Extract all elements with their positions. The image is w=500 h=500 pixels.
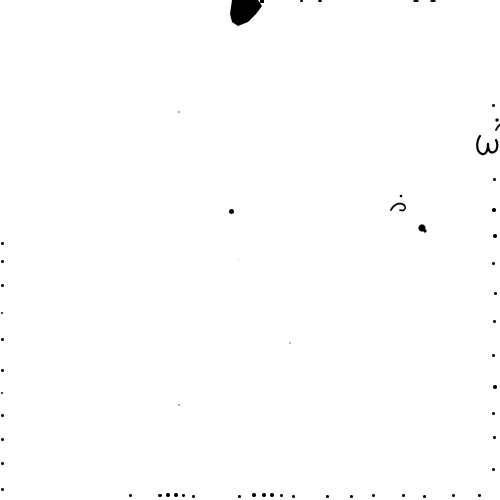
handwriting-fragment-icon <box>472 118 500 160</box>
right-edge-speck <box>492 104 495 107</box>
bottom-edge-speck <box>166 493 170 497</box>
left-edge-speck <box>1 369 4 372</box>
left-edge-speck <box>1 312 3 314</box>
bottom-edge-speck <box>262 493 266 497</box>
bottom-edge-speck <box>326 495 329 498</box>
left-edge-speck <box>1 438 4 441</box>
bottom-edge-speck <box>182 494 185 497</box>
ink-blob-icon <box>224 0 268 26</box>
top-edge-speck <box>300 0 303 2</box>
right-edge-speck <box>493 320 496 323</box>
bottom-edge-speck <box>478 494 481 497</box>
right-edge-speck <box>493 436 496 439</box>
bottom-edge-speck <box>423 495 426 498</box>
right-edge-speck <box>492 412 495 415</box>
bottom-edge-speck <box>238 495 241 498</box>
bottom-edge-speck <box>292 495 295 498</box>
right-edge-speck <box>492 354 495 357</box>
bottom-edge-speck <box>192 495 195 498</box>
bottom-edge-speck <box>270 493 274 497</box>
bottom-edge-speck <box>372 494 375 497</box>
bottom-edge-speck <box>174 493 178 497</box>
bottom-edge-speck <box>402 494 405 497</box>
isolated-speck <box>178 404 180 406</box>
bottom-edge-speck <box>252 493 256 497</box>
top-edge-speck <box>430 0 436 2</box>
right-edge-speck <box>494 292 497 295</box>
top-edge-speck <box>318 0 322 2</box>
bottom-edge-speck <box>452 494 455 497</box>
isolated-speck <box>229 209 234 214</box>
left-edge-speck <box>1 392 3 394</box>
right-edge-speck <box>493 178 496 181</box>
bottom-edge-speck <box>158 494 162 497</box>
right-edge-speck <box>492 262 495 265</box>
left-edge-speck <box>1 338 4 341</box>
top-edge-speck <box>413 0 419 2</box>
left-edge-speck <box>1 488 4 491</box>
left-edge-speck <box>1 414 4 417</box>
isolated-speck <box>238 259 239 260</box>
isolated-speck <box>289 342 291 344</box>
right-edge-speck <box>493 234 497 238</box>
left-edge-speck <box>1 462 4 465</box>
left-edge-speck <box>1 260 4 263</box>
right-edge-speck <box>493 385 497 389</box>
left-edge-speck <box>1 284 4 287</box>
right-edge-speck <box>492 468 495 471</box>
bottom-edge-speck <box>350 495 353 498</box>
bottom-edge-speck <box>129 494 132 497</box>
right-edge-speck <box>492 208 496 212</box>
isolated-speck <box>178 111 180 113</box>
left-edge-speck <box>1 242 4 245</box>
bottom-edge-speck <box>280 494 283 497</box>
ink-curl-icon <box>386 190 432 238</box>
